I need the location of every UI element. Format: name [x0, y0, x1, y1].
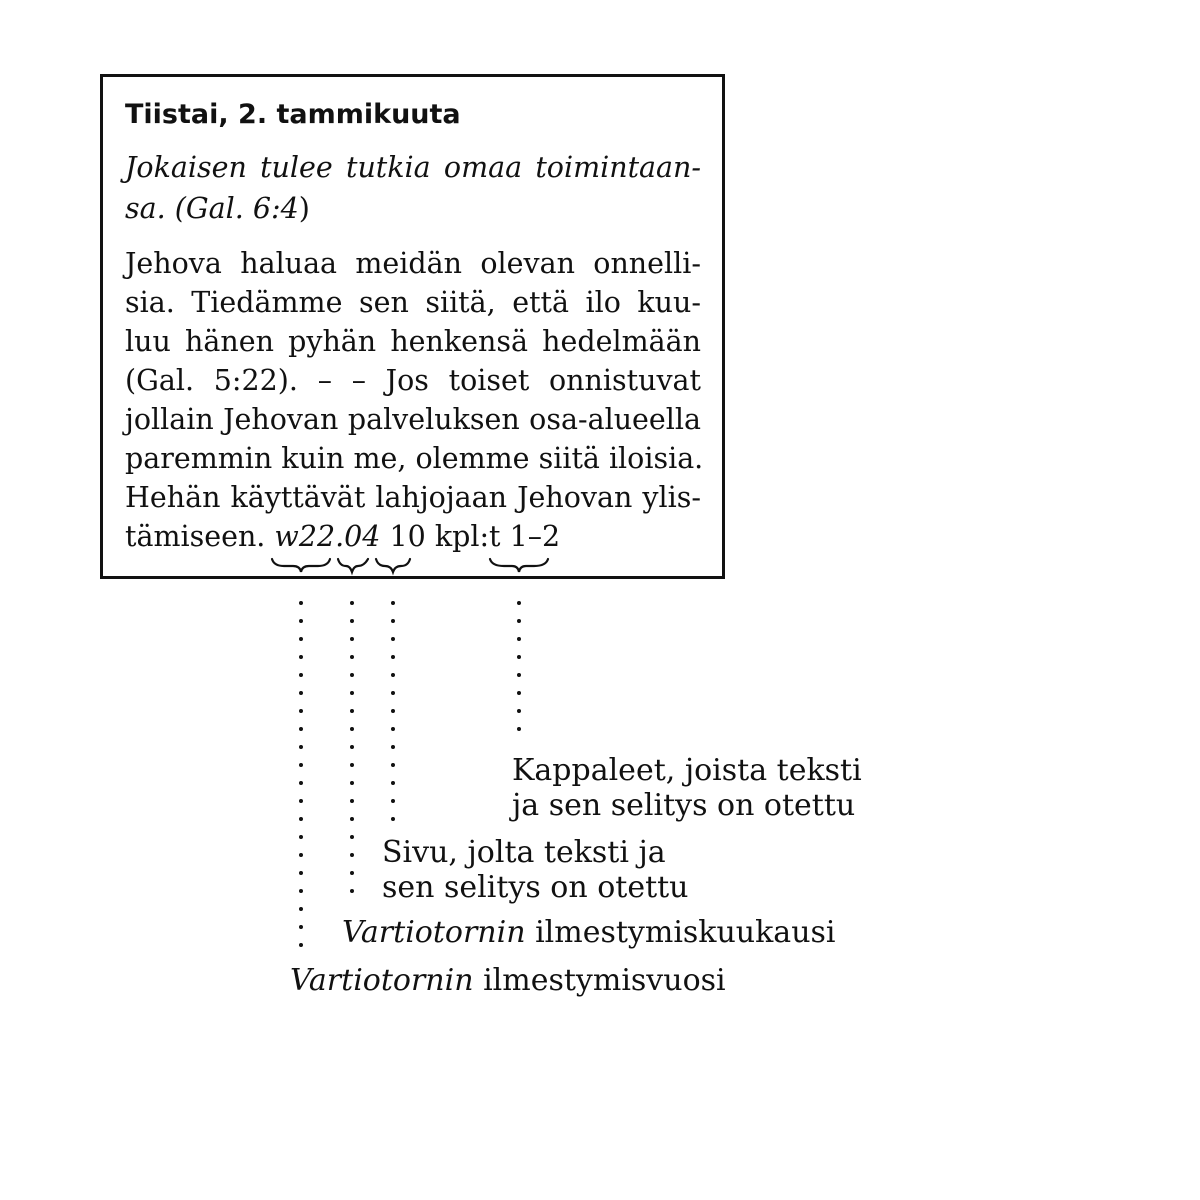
- reference-month: 04: [344, 520, 381, 553]
- body-line: (Gal. 5:22). – – Jos toiset onnistuvat: [125, 364, 701, 397]
- body-line: Hehän käyttävät lahjojaan Jehovan ylis-: [125, 481, 701, 514]
- verse-reference: Gal. 6:4: [185, 192, 299, 225]
- label-paragraphs-line-2: ja sen selitys on otettu: [512, 788, 856, 823]
- verse-line-2: [125, 189, 310, 229]
- label-month: [342, 914, 836, 952]
- label-year-rest: ilmestymisvuosi: [473, 963, 726, 998]
- label-year: [290, 962, 726, 1000]
- reference-prefix: tämiseen.: [125, 520, 266, 553]
- reference-line: [125, 517, 560, 557]
- reference-paragraphs: 1–2: [509, 520, 561, 553]
- body-line: sia. Tiedämme sen siitä, että ilo kuu-: [125, 286, 701, 319]
- verse-text-end: sa. (: [125, 192, 186, 225]
- reference-page: 10: [389, 520, 426, 553]
- body-line: Jehova haluaa meidän olevan onnelli-: [125, 247, 701, 280]
- date-title: Tiistai, 2. tammikuuta: [125, 99, 461, 130]
- verse-reference-close: ): [298, 192, 310, 225]
- label-month-italic: Vartiotornin: [342, 915, 526, 950]
- reference-year: w22: [274, 520, 336, 553]
- label-page-line-2: sen selitys on otettu: [382, 870, 689, 905]
- verse-line-1: Jokaisen tulee tutkia omaa toimintaan-: [125, 151, 701, 184]
- body-line: luu hänen pyhän henkensä hedelmään: [125, 325, 701, 358]
- reference-dot: .: [335, 520, 345, 553]
- label-month-rest: ilmestymiskuukausi: [525, 915, 836, 950]
- body-line: paremmin kuin me, olemme siitä iloisia.: [125, 442, 704, 475]
- reference-kpl: kpl:t: [434, 520, 501, 553]
- label-year-italic: Vartiotornin: [290, 963, 474, 998]
- body-line: jollain Jehovan palveluksen osa-alueella: [125, 403, 701, 436]
- label-page-line-1: Sivu, jolta teksti ja: [382, 835, 666, 870]
- label-paragraphs-line-1: Kappaleet, joista teksti: [512, 753, 862, 788]
